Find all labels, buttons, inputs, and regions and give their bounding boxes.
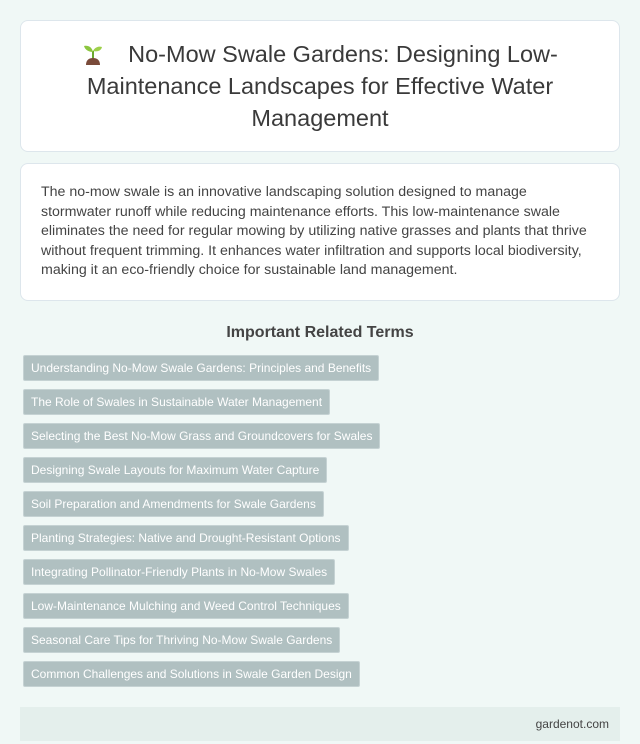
- related-terms-list: [20, 355, 620, 695]
- related-term-link[interactable]: Integrating Pollinator-Friendly Plants in No-Mow Swales: [23, 559, 335, 585]
- related-term-link[interactable]: Seasonal Care Tips for Thriving No-Mow Swale Gardens: [23, 627, 340, 653]
- related-term-link[interactable]: Designing Swale Layouts for Maximum Water Capture: [23, 457, 327, 483]
- related-term-link[interactable]: Planting Strategies: Native and Drought-Resistant Options: [23, 525, 349, 551]
- title-card: [20, 20, 620, 152]
- description-card: [20, 163, 620, 301]
- seedling-icon: [82, 41, 104, 63]
- related-term-link[interactable]: Soil Preparation and Amendments for Swale Gardens: [23, 491, 324, 517]
- related-term-link[interactable]: The Role of Swales in Sustainable Water Management: [23, 389, 330, 415]
- description-text: The no-mow swale is an innovative landscaping solution designed to manage stormwater runoff while reducing maintenance efforts. This low-maintenance swale eliminates the need for regular mowing by utilizing native grasses and plants that thrive without frequent trimming. It enhances water infiltration and supports local biodiversity, making it an eco-friendly choice for sustainable land management.: [41, 184, 587, 278]
- related-term-link[interactable]: Understanding No-Mow Swale Gardens: Principles and Benefits: [23, 355, 379, 381]
- related-term-link[interactable]: Selecting the Best No-Mow Grass and Groundcovers for Swales: [23, 423, 380, 449]
- footer: [20, 707, 620, 741]
- related-terms-heading: Important Related Terms: [226, 324, 414, 341]
- related-term-link[interactable]: Common Challenges and Solutions in Swale Garden Design: [23, 661, 360, 687]
- footer-site-name: gardenot.com: [535, 717, 609, 731]
- related-term-link[interactable]: Low-Maintenance Mulching and Weed Control Techniques: [23, 593, 349, 619]
- title-text: No-Mow Swale Gardens: Designing Low-Maintenance Landscapes for Effective Water Management: [86, 41, 558, 131]
- page-title: [61, 38, 579, 134]
